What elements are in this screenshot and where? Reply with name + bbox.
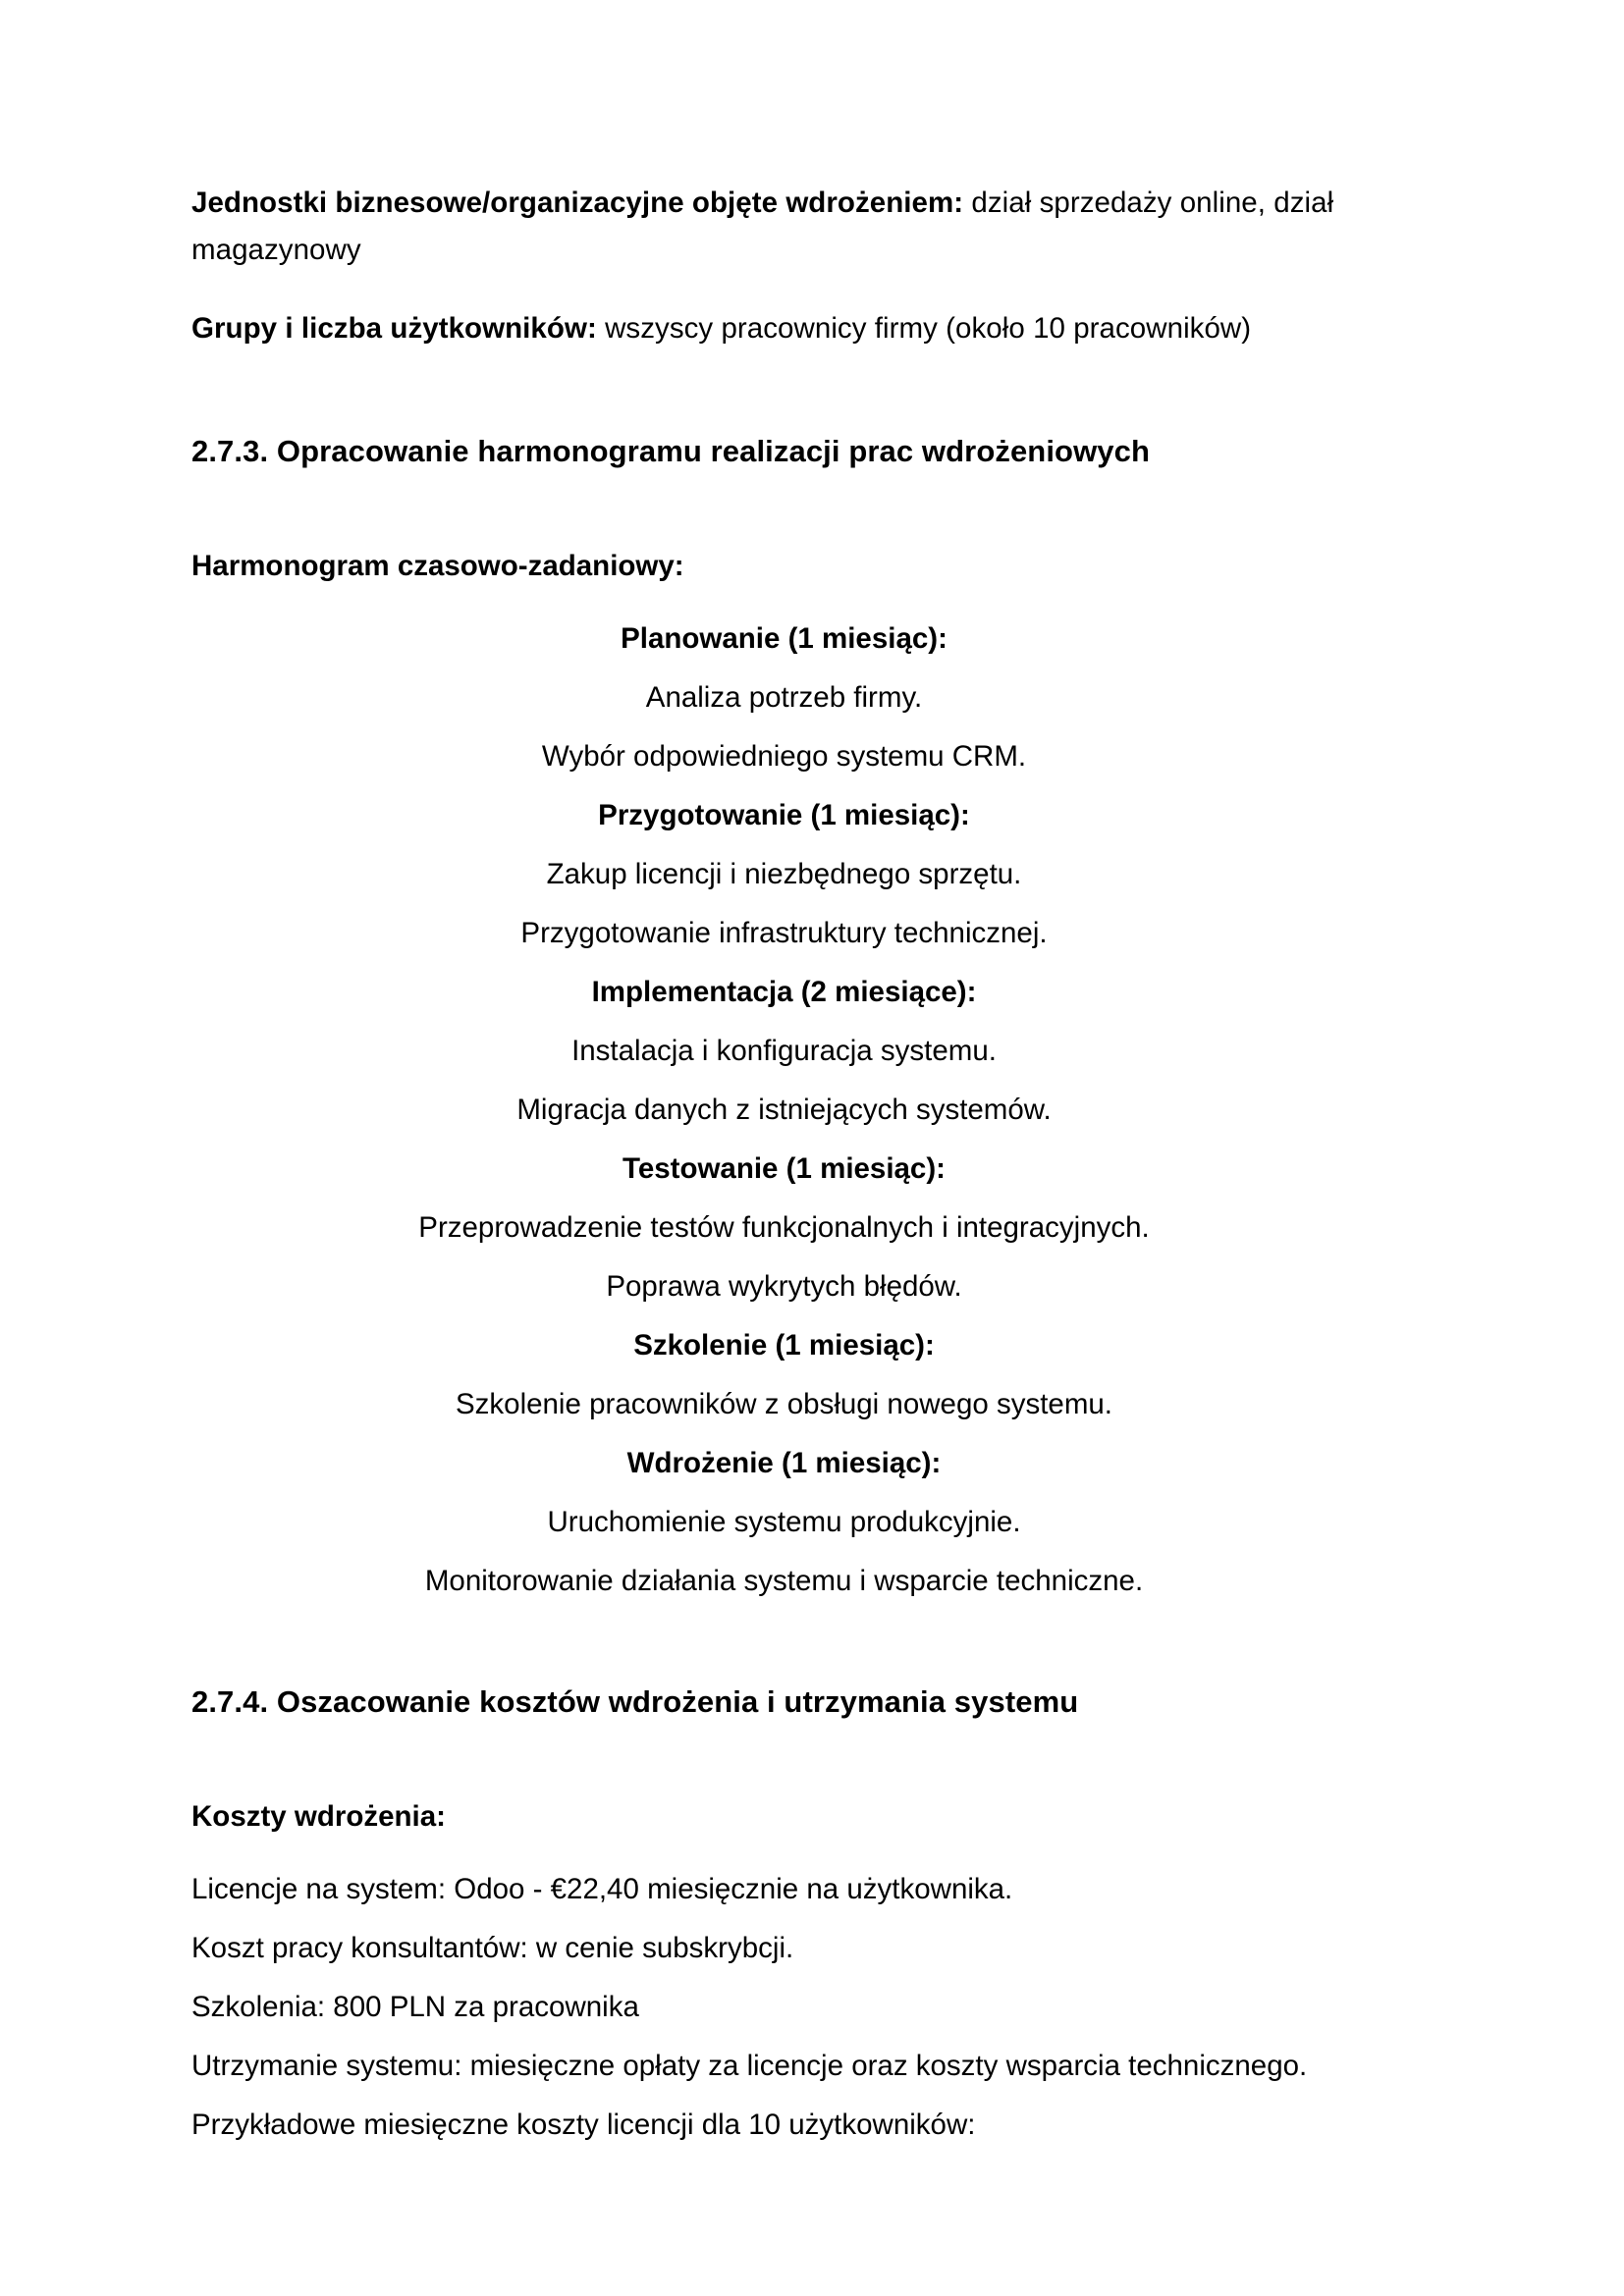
- schedule-phase-przygotowanie: Przygotowanie (1 miesiąc):: [598, 799, 970, 831]
- schedule-task: Przeprowadzenie testów funkcjonalnych i integracyjnych.: [418, 1211, 1150, 1244]
- spacer-before-cost-lines: [191, 1841, 1377, 1860]
- spacer-after-heading-274: [191, 1723, 1377, 1793]
- cost-line-konsultanci: Koszt pracy konsultantów: w cenie subskrybcji.: [191, 1932, 794, 1964]
- schedule-phase-szkolenie: Szkolenie (1 miesiąc):: [633, 1329, 935, 1362]
- paragraph-spacer: [191, 274, 1377, 305]
- schedule-task: Poprawa wykrytych błędów.: [606, 1270, 962, 1303]
- schedule-task: Instalacja i konfiguracja systemu.: [571, 1035, 997, 1067]
- schedule-task: Szkolenie pracowników z obsługi nowego systemu.: [455, 1388, 1112, 1420]
- schedule-list: [191, 610, 1377, 1611]
- schedule-phase-wdrozenie: Wdrożenie (1 miesiąc):: [626, 1447, 942, 1479]
- section-heading-2-7-3: 2.7.3. Opracowanie harmonogramu realizacji prac wdrożeniowych: [191, 434, 1151, 468]
- schedule-task: Wybór odpowiedniego systemu CRM.: [541, 740, 1027, 773]
- section-spacer-before-274: [191, 1611, 1377, 1682]
- schedule-phase-testowanie: Testowanie (1 miesiąc):: [623, 1152, 946, 1185]
- schedule-task: Analiza potrzeb firmy.: [645, 681, 923, 714]
- user-groups-label: Grupy i liczba użytkowników:: [191, 312, 597, 345]
- cost-line-utrzymanie: Utrzymanie systemu: miesięczne opłaty za licencje oraz koszty wsparcia technicznego.: [191, 2050, 1308, 2082]
- spacer-before-schedule: [191, 590, 1377, 610]
- top-margin-spacer: [191, 0, 1377, 180]
- section-heading-2-7-4: 2.7.4. Oszacowanie kosztów wdrożenia i utrzymania systemu: [191, 1684, 1079, 1719]
- schedule-task: Migracja danych z istniejących systemów.: [516, 1094, 1052, 1126]
- schedule-task: Uruchomienie systemu produkcyjnie.: [547, 1506, 1021, 1538]
- paragraph-business-units: [191, 180, 1377, 274]
- cost-line-przyklad: Przykładowe miesięczne koszty licencji dla 10 użytkowników:: [191, 2109, 976, 2141]
- section-spacer-before-273: [191, 352, 1377, 431]
- schedule-phase-planowanie: Planowanie (1 miesiąc):: [621, 622, 947, 655]
- subheading-harmonogram: Harmonogram czasowo-zadaniowy:: [191, 550, 684, 582]
- subheading-koszty-wdrozenia: Koszty wdrożenia:: [191, 1800, 446, 1833]
- user-groups-value: wszyscy pracownicy firmy (około 10 pracowników): [596, 312, 1252, 345]
- cost-line-licencje: Licencje na system: Odoo - €22,40 miesięcznie na użytkownika.: [191, 1873, 1013, 1905]
- cost-line-szkolenia: Szkolenia: 800 PLN za pracownika: [191, 1991, 639, 2023]
- business-units-label: Jednostki biznesowe/organizacyjne objęte wdrożeniem:: [191, 187, 964, 219]
- schedule-task: Zakup licencji i niezbędnego sprzętu.: [546, 858, 1022, 890]
- business-units-value: dział sprzedaży online, dział magazynowy: [191, 187, 1334, 266]
- schedule-task: Monitorowanie działania systemu i wsparcie techniczne.: [424, 1565, 1144, 1597]
- document-content-column: [191, 0, 1377, 2155]
- schedule-phase-implementacja: Implementacja (2 miesiące):: [591, 976, 977, 1008]
- spacer-after-heading-273: [191, 472, 1377, 543]
- paragraph-user-groups: [191, 305, 1377, 352]
- schedule-task: Przygotowanie infrastruktury technicznej.: [520, 917, 1048, 949]
- cost-lines-list: [191, 1860, 1377, 2155]
